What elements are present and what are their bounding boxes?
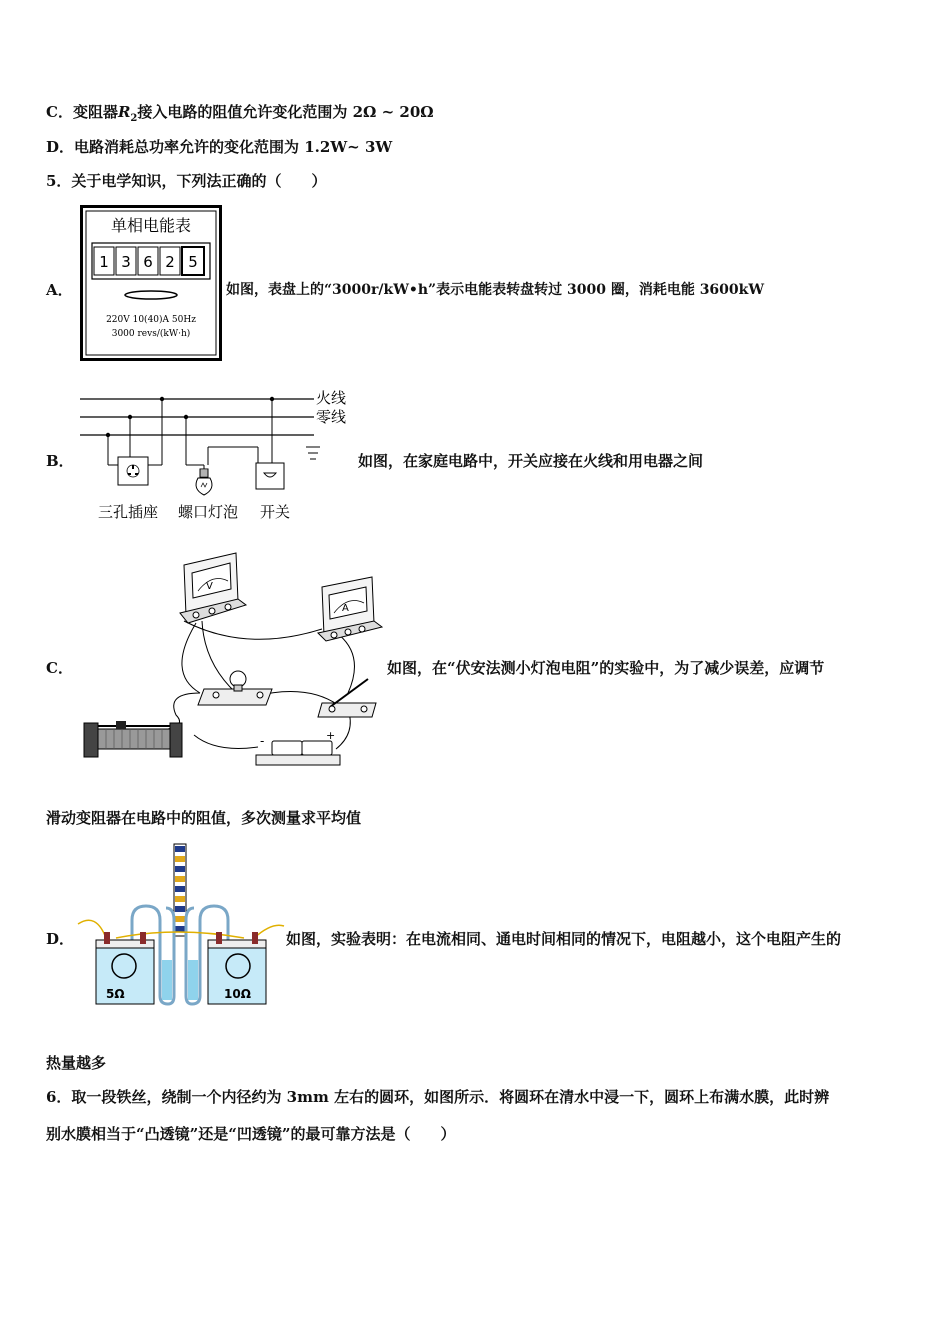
bulb-label: 螺口灯泡 xyxy=(178,503,239,521)
battery-icon xyxy=(256,729,340,765)
option-c-line: C．变阻器$R_2$接入电路的阻值允许变化范围为 2Ω ~ 20Ω xyxy=(46,103,434,124)
switch-icon xyxy=(256,463,284,489)
q5-option-c-label: C． xyxy=(46,659,73,677)
meter-digit: 5 xyxy=(188,253,198,271)
left-resistor-label: 5Ω xyxy=(106,987,125,1001)
q5-option-c-text: 如图，在“伏安法测小灯泡电阻”的实验中，为了减少误差，应调节 xyxy=(387,659,825,677)
right-container xyxy=(208,932,266,1004)
ammeter-letter: A xyxy=(342,603,349,614)
question-5-stem: 5．关于电学知识，下列法正确的（ ） xyxy=(46,172,327,190)
neutral-wire-label: 零线 xyxy=(316,408,347,426)
q5-option-a-text: 如图，表盘上的“3000r/kW•h”表示电能表转盘转过 3000 圈，消耗电能 3600kW xyxy=(226,282,765,298)
scale-marks xyxy=(175,846,185,932)
q5-option-a-label: A． xyxy=(46,281,73,299)
lamp-icon xyxy=(198,671,272,705)
knife-switch-icon xyxy=(318,679,376,717)
ammeter-icon xyxy=(318,577,382,641)
meter-title: 单相电能表 xyxy=(110,216,192,235)
bulb-icon xyxy=(196,469,212,495)
q5-option-c-continuation: 滑动变阻器在电路中的阻值，多次测量求平均值 xyxy=(46,809,362,827)
meter-spec-1: 220V 10(40)A 50Hz xyxy=(106,315,196,325)
rheostat-icon xyxy=(84,721,182,757)
meter-digit: 2 xyxy=(165,253,175,271)
q5-option-b-label: B． xyxy=(46,452,74,470)
voltmeter-letter: V xyxy=(206,581,213,592)
voltmeter-icon xyxy=(180,553,246,623)
meter-disc xyxy=(125,291,177,299)
q5-option-d-continuation: 热量越多 xyxy=(46,1054,107,1072)
question-6-line-2: 别水膜相当于“凸透镜”还是“凹透镜”的最可靠方法是（ ） xyxy=(46,1125,456,1143)
socket-label: 三孔插座 xyxy=(98,503,159,521)
meter-spec-2: 3000 revs/(kW·h) xyxy=(111,329,191,339)
battery-plus: + xyxy=(326,729,336,742)
socket-icon xyxy=(118,457,148,485)
meter-digit: 3 xyxy=(121,253,131,271)
q5-option-b-text: 如图，在家庭电路中，开关应接在火线和用电器之间 xyxy=(358,452,704,470)
switch-label: 开关 xyxy=(260,503,291,521)
meter-digit: 1 xyxy=(99,253,109,271)
household-circuit-figure xyxy=(78,385,358,525)
live-wire-label: 火线 xyxy=(316,389,347,407)
var-r: R xyxy=(117,103,131,121)
joule-heating-figure xyxy=(76,842,286,1010)
option-d-line: D．电路消耗总功率允许的变化范围为 1.2W~ 3W xyxy=(46,138,393,156)
left-container xyxy=(96,932,154,1004)
electric-meter-figure xyxy=(80,205,222,361)
var-r-subscript: 2 xyxy=(130,113,138,124)
meter-digit: 6 xyxy=(143,253,153,271)
battery-minus: - xyxy=(260,734,265,748)
right-resistor-label: 10Ω xyxy=(224,987,251,1001)
question-6-line-1: 6．取一段铁丝，绕制一个内径约为 3mm 左右的圆环，如图所示．将圆环在清水中浸一下，圆环上布满水膜，此时辨 xyxy=(46,1088,830,1106)
q5-option-d-label: D． xyxy=(46,930,75,948)
voltammetry-circuit-figure xyxy=(76,543,386,773)
q5-option-d-text: 如图，实验表明：在电流相同、通电时间相同的情况下，电阻越小，这个电阻产生的 xyxy=(286,930,842,948)
